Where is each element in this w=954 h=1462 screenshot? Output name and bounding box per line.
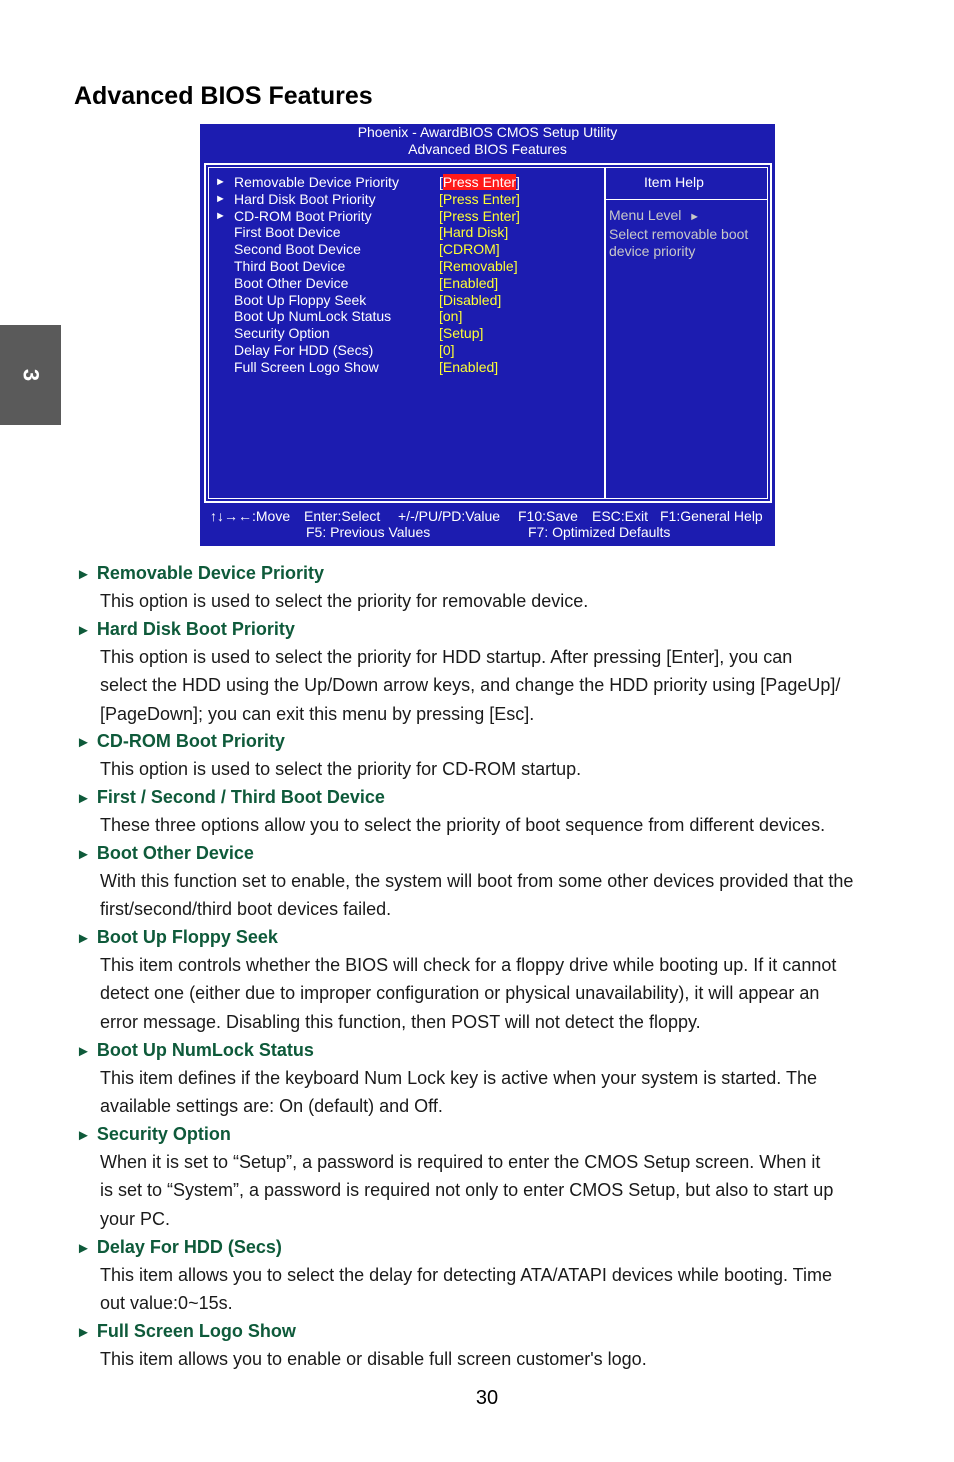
section-title: Removable Device Priority [96, 563, 324, 583]
bios-setting-value[interactable]: [CDROM] [439, 241, 500, 258]
bios-setting-label: First Boot Device [234, 224, 341, 241]
description-line: With this function set to enable, the system will boot from some other devices provided that the [100, 870, 854, 891]
bios-divider [604, 168, 606, 498]
section-heading [76, 560, 916, 587]
section-description [100, 643, 916, 729]
section-heading [76, 924, 916, 951]
section-title: Hard Disk Boot Priority [96, 618, 295, 639]
section-title: Boot Up Floppy Seek [96, 926, 278, 947]
section-title: Boot Up NumLock Status [96, 1039, 314, 1060]
section-title: Boot Other Device [96, 842, 254, 863]
description-line: This item allows you to enable or disable full screen customer's logo. [100, 1348, 647, 1369]
item-help-body [609, 207, 769, 260]
footer-select: Enter:Select [304, 508, 381, 524]
page-title: Advanced BIOS Features [74, 82, 373, 110]
bios-setting-value[interactable]: [Disabled] [439, 291, 502, 308]
bios-setting-label: Delay For HDD (Secs) [234, 341, 374, 358]
description-line: [PageDown]; you can exit this menu by pressing [Esc]. [100, 703, 535, 724]
description-line: This item allows you to select the delay for detecting ATA/ATAPI devices while booting. Time [100, 1264, 833, 1285]
triangle-right-icon: ► [76, 566, 91, 583]
triangle-right-icon: ► [76, 734, 91, 752]
section-title: CD-ROM Boot Priority [96, 731, 285, 752]
bios-setting-value[interactable]: [Enabled] [439, 358, 499, 375]
bios-setting-value[interactable]: [Hard Disk] [439, 224, 509, 241]
submenu-arrow-icon: ► [215, 176, 226, 188]
triangle-right-icon: ► [76, 929, 91, 947]
description-line: out value:0~15s. [100, 1293, 233, 1314]
bios-setting-value[interactable]: [0] [439, 341, 455, 358]
bios-setting-value[interactable]: [Setup] [439, 325, 484, 342]
bios-utility-title: Phoenix - AwardBIOS CMOS Setup Utility [357, 124, 618, 140]
bios-setting-value[interactable]: [Enabled] [439, 274, 499, 291]
description-line: This option is used to select the priority for CD-ROM startup. [100, 759, 582, 780]
triangle-right-icon: ► [76, 621, 91, 639]
footer-move: ↑↓→←:Move [210, 508, 291, 524]
section-description [100, 587, 916, 616]
description-line: first/second/third boot devices failed. [100, 899, 392, 920]
triangle-right-icon: ► [76, 1126, 91, 1144]
section-title: Security Option [96, 1123, 231, 1144]
description-line: error message. Disabling this function, then POST will not detect the floppy. [100, 1011, 701, 1032]
description-line: When it is set to “Setup”, a password is required to enter the CMOS Setup screen. When it [100, 1151, 821, 1172]
footer-save: F10:Save [518, 508, 578, 524]
chapter-number: 3 [18, 368, 44, 382]
bios-setting-label: Security Option [234, 325, 330, 342]
bios-setting-label: Hard Disk Boot Priority [234, 190, 376, 207]
bios-header [200, 124, 775, 158]
section-description [100, 867, 916, 924]
option-descriptions [76, 560, 916, 1373]
bios-setting-label: Boot Other Device [234, 274, 349, 291]
bios-setting-label: Third Boot Device [234, 257, 346, 274]
bios-screenshot [200, 124, 775, 546]
footer-help: F1:General Help [660, 508, 763, 524]
section-description [100, 755, 916, 784]
footer-exit: ESC:Exit [592, 508, 649, 524]
bios-setting-value[interactable]: [Press Enter] [439, 190, 520, 207]
bios-setting-value[interactable]: [Press Enter] [439, 207, 520, 224]
bios-screen-title: Advanced BIOS Features [408, 141, 567, 157]
submenu-arrow-icon: ► [215, 209, 226, 222]
section-heading [76, 840, 916, 867]
section-description [100, 811, 916, 840]
triangle-right-icon: ► [76, 1239, 91, 1257]
section-title: First / Second / Third Boot Device [96, 786, 385, 807]
item-help-title: Item Help [644, 174, 704, 190]
triangle-right-icon: ► [76, 845, 91, 863]
footer-previous-values: F5: Previous Values [306, 524, 431, 540]
triangle-right-icon: ► [689, 211, 701, 223]
section-heading [76, 784, 916, 811]
selected-value-highlight: Press Enter [442, 174, 517, 190]
description-line: detect one (either due to improper configuration or physical unavailability), it will appear an [100, 983, 820, 1004]
page-number: 30 [475, 1387, 499, 1409]
section-title: Delay For HDD (Secs) [96, 1236, 282, 1257]
section-description [100, 1064, 916, 1121]
section-heading [76, 1121, 916, 1148]
triangle-right-icon: ► [76, 789, 91, 807]
footer-value: +/-/PU/PD:Value [398, 508, 501, 524]
menu-level-label: Menu Level [609, 207, 682, 223]
section-description [100, 951, 916, 1037]
bios-setting-label: Full Screen Logo Show [234, 358, 379, 375]
description-line: This option is used to select the priority for removable device. [100, 591, 589, 611]
bios-setting-label: Boot Up NumLock Status [234, 308, 392, 325]
section-heading [76, 1234, 916, 1261]
bios-setting-value[interactable]: [Press Enter] [439, 174, 520, 190]
description-line: your PC. [100, 1208, 171, 1229]
bios-setting-label: Boot Up Floppy Seek [234, 291, 367, 308]
section-description [100, 1345, 916, 1374]
footer-optimized-defaults: F7: Optimized Defaults [528, 524, 671, 540]
section-heading [76, 1318, 916, 1345]
description-line: is set to “System”, a password is required not only to enter CMOS Setup, but also to start up [100, 1180, 834, 1201]
bios-setting-value[interactable]: [on] [439, 308, 463, 325]
description-line: This item defines if the keyboard Num Lock key is active when your system is started. The [100, 1067, 817, 1088]
description-line: available settings are: On (default) and Off. [100, 1096, 443, 1117]
help-separator [606, 199, 767, 200]
help-text-line-1: Select removable boot [609, 226, 749, 242]
bios-setting-label: Second Boot Device [234, 241, 361, 258]
chapter-tab [0, 325, 61, 425]
triangle-right-icon: ► [76, 1042, 91, 1060]
bios-setting-value[interactable]: [Removable] [439, 257, 518, 274]
section-heading [76, 616, 916, 643]
description-line: These three options allow you to select the priority of boot sequence from different devices. [100, 814, 826, 835]
section-description [100, 1148, 916, 1234]
bios-setting-label: Removable Device Priority [234, 174, 399, 190]
section-description [100, 1261, 916, 1318]
description-line: This option is used to select the priority for HDD startup. After pressing [Enter], you can [100, 646, 793, 667]
help-text-line-2: device priority [609, 243, 696, 259]
description-line: This item controls whether the BIOS will check for a floppy drive while booting up. If it cannot [100, 954, 837, 975]
section-heading [76, 728, 916, 755]
section-title: Full Screen Logo Show [96, 1320, 296, 1341]
bios-footer [200, 508, 775, 540]
section-heading [76, 1037, 916, 1064]
triangle-right-icon: ► [76, 1323, 91, 1341]
bios-setting-label: CD-ROM Boot Priority [234, 207, 372, 224]
submenu-arrow-icon: ► [215, 192, 226, 205]
description-line: select the HDD using the Up/Down arrow keys, and change the HDD priority using [PageUp]/ [100, 675, 841, 696]
